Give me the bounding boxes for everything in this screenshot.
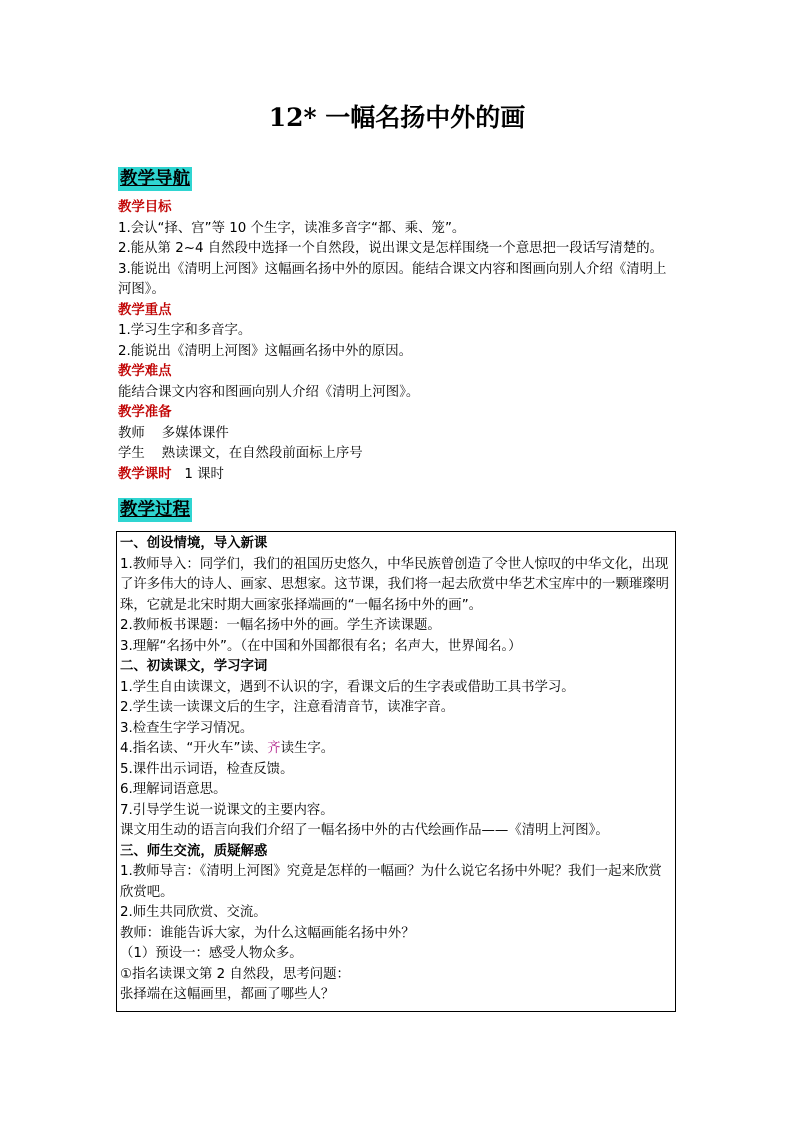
key-points-heading: 教学重点 [118, 302, 172, 318]
item-text: 4.指名读、“开火车”读、 [120, 741, 268, 756]
process-item: 1.学生自由读课文，遇到不认识的字，看课文后的生字表或借助工具书学习。 [120, 679, 575, 695]
part-heading: 一、创设情境，导入新课 [120, 536, 268, 551]
section-heading-teaching-process: 教学过程 [120, 500, 190, 520]
difficulty-text: 能结合课文内容和图画向别人介绍《清明上河图》。 [118, 384, 420, 400]
process-item: 3.检查生字学习情况。 [120, 720, 254, 736]
process-item: 2.学生读一读课文后的生字，注意看清音节，读准字音。 [120, 700, 455, 715]
goal-item: 3.能说出《清明上河图》这幅画名扬中外的原因。能结合课文内容和图画向别人介绍《清明上河图》。 [118, 261, 667, 297]
process-item [120, 739, 672, 760]
class-hours-line [118, 465, 678, 486]
part-heading: 三、师生交流，质疑解惑 [120, 843, 268, 859]
goal-item: 2.能从第 2~4 自然段中选择一个自然段，说出课文是怎样围绕一个意思把一段话写清楚的。 [118, 241, 663, 256]
section-heading-teaching-nav: 教学导航 [120, 169, 190, 189]
page-title: 12* 一幅名扬中外的画 [268, 103, 526, 132]
process-item: 教师：谁能告诉大家，为什么这幅画能名扬中外？ [120, 925, 415, 941]
process-item: 2.教师板书课题：一幅名扬中外的画。学生齐读课题。 [120, 618, 441, 633]
highlighted-char: 齐 [267, 741, 281, 756]
class-hours-heading: 教学课时 [118, 466, 172, 482]
key-point-item: 1.学习生字和多音字。 [118, 323, 252, 338]
process-item: 3.理解“名扬中外”。（在中国和外国都很有名；名声大，世界闻名。） [120, 638, 522, 654]
class-hours-value: 1 课时 [184, 466, 224, 482]
process-item: 6.理解词语意思。 [120, 782, 227, 797]
goal-item: 1.会认“择、宫”等 10 个生字，读准多音字“都、乘、笼”。 [118, 220, 466, 236]
process-item: （1）预设一：感受人物众多。 [120, 946, 303, 961]
process-item: 1.教师导入：同学们，我们的祖国历史悠久，中华民族曾创造了令世人惊叹的中华文化，出现了许多伟大的诗人、画家、思想家。这节课，我们将一起去欣赏中华艺术宝库中的一颗璀璨明珠，它就是北宋时期大画家张择端画的“一幅名扬中外的画”。 [120, 556, 670, 613]
part-heading: 二、初读课文，学习字词 [120, 659, 268, 674]
process-item: 2.师生共同欣赏、交流。 [120, 905, 267, 920]
preparation-heading: 教学准备 [118, 405, 172, 420]
preparation-item: 学生 熟读课文，在自然段前面标上序号 [118, 446, 363, 461]
process-item: 张择端在这幅画里，都画了哪些人？ [120, 987, 335, 1002]
process-item: ①指名读课文第 2 自然段，思考问题： [120, 966, 350, 982]
teaching-process-box [116, 531, 676, 1012]
process-item: 7.引导学生说一说课文的主要内容。 [120, 802, 334, 818]
process-item: 5.课件出示词语，检查反馈。 [120, 761, 294, 777]
key-point-item: 2.能说出《清明上河图》这幅画名扬中外的原因。 [118, 343, 412, 359]
process-item: 1.教师导言：《清明上河图》究竟是怎样的一幅画？为什么说它名扬中外呢？我们一起来欣赏欣赏吧。 [120, 864, 662, 900]
goals-heading: 教学目标 [118, 200, 172, 215]
teaching-guide [118, 198, 678, 485]
difficulty-heading: 教学难点 [118, 364, 172, 379]
item-text: 读生字。 [280, 741, 335, 756]
process-item: 课文用生动的语言向我们介绍了一幅名扬中外的古代绘画作品——《清明上河图》。 [120, 823, 609, 838]
preparation-item: 教师 多媒体课件 [118, 425, 229, 441]
